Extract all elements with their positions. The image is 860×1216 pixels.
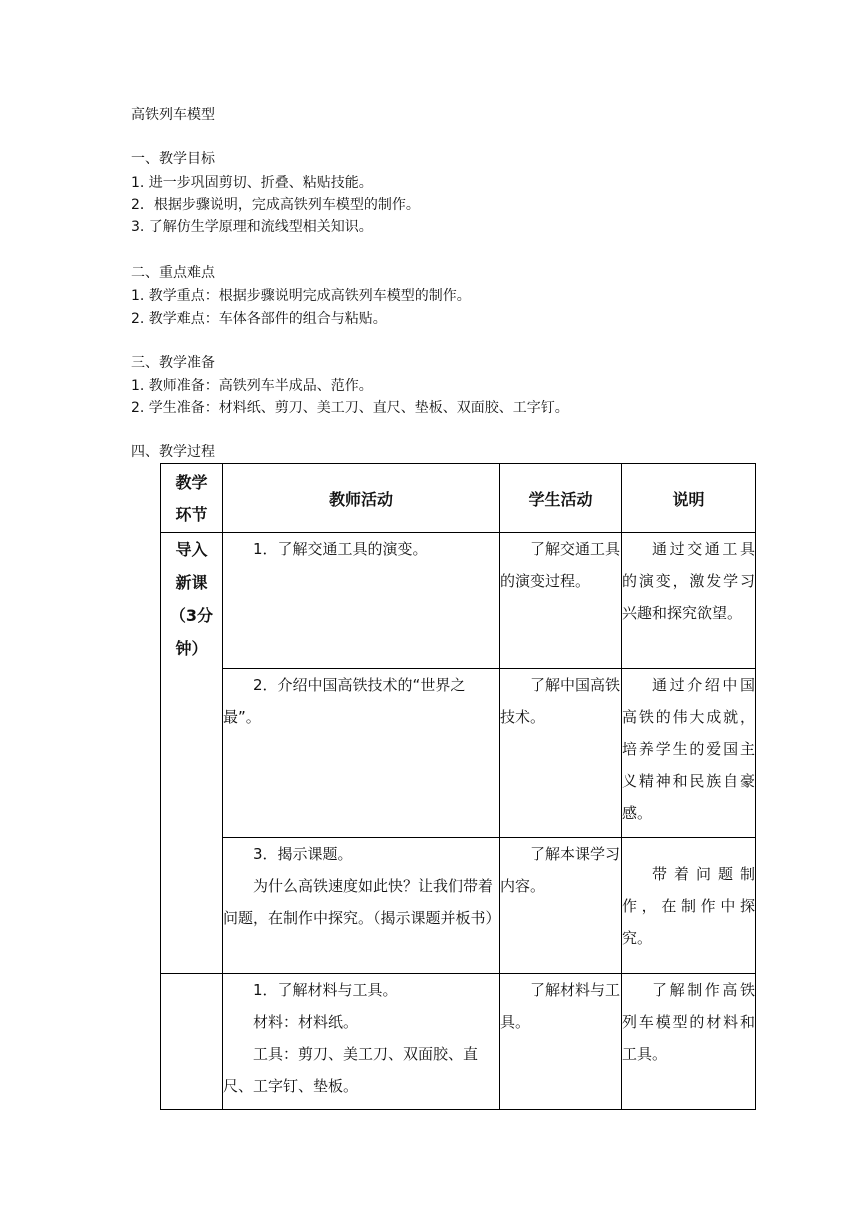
list-item: 2. 教学难点：车体各部件的组合与粘贴。 — [131, 311, 387, 327]
note-cell — [622, 669, 756, 838]
list-item: 2．根据步骤说明，完成高铁列车模型的制作。 — [131, 197, 420, 213]
teacher-activity-text: 2．介绍中国高铁技术的“世界之最”。 — [223, 676, 466, 726]
teacher-activity-cell — [223, 533, 500, 669]
note-cell — [622, 838, 756, 974]
list-item: 1. 教学重点：根据步骤说明完成高铁列车模型的制作。 — [131, 288, 471, 304]
teacher-activity-cell — [223, 838, 500, 974]
section-heading: 二、重点难点 — [131, 265, 215, 281]
stage-line: （3分 — [169, 606, 214, 625]
header-teacher: 教师活动 — [223, 464, 500, 533]
document-title: 高铁列车模型 — [131, 107, 215, 123]
teacher-activity-text: 为什么高铁速度如此快？让我们带着问题，在制作中探究。（揭示课题并板书） — [223, 877, 501, 927]
teacher-activity-cell — [223, 669, 500, 838]
note-cell — [622, 533, 756, 669]
student-activity-cell — [500, 838, 622, 974]
table-row — [161, 974, 756, 1110]
student-activity-text: 了解交通工具的演变过程。 — [500, 540, 621, 590]
table-row — [161, 669, 756, 838]
header-stage-line: 环节 — [175, 505, 208, 524]
stage-line: 导入 — [175, 540, 208, 559]
teacher-activity-text: 1．了解材料与工具。 — [253, 981, 398, 999]
student-activity-cell — [500, 669, 622, 838]
note-text: 了解制作高铁列车模型的材料和工具。 — [622, 981, 755, 1063]
student-activity-text: 了解材料与工具。 — [500, 981, 621, 1031]
section-heading: 三、教学准备 — [131, 355, 215, 371]
header-note: 说明 — [622, 464, 756, 533]
student-activity-text: 了解中国高铁技术。 — [500, 676, 621, 726]
lesson-process-table — [160, 463, 756, 1110]
section-heading: 四、教学过程 — [131, 444, 215, 460]
table-header-row — [161, 464, 756, 533]
stage-line: 钟） — [175, 639, 208, 658]
teacher-activity-text: 1．了解交通工具的演变。 — [253, 540, 428, 558]
table-row — [161, 838, 756, 974]
student-activity-text: 了解本课学习内容。 — [500, 845, 621, 895]
list-item: 2. 学生准备：材料纸、剪刀、美工刀、直尺、垫板、双面胶、工字钉。 — [131, 400, 569, 416]
teacher-activity-text: 3．揭示课题。 — [253, 845, 353, 863]
note-cell — [622, 974, 756, 1110]
teacher-activity-text: 工具：剪刀、美工刀、双面胶、直尺、工字钉、垫板。 — [223, 1045, 479, 1095]
note-text: 带着问题制作，在制作中探究。 — [622, 864, 755, 947]
header-stage-line: 教学 — [175, 473, 208, 492]
student-activity-cell — [500, 974, 622, 1110]
table-row — [161, 533, 756, 669]
student-activity-cell — [500, 533, 622, 669]
stage-cell — [161, 533, 223, 974]
stage-cell — [161, 974, 223, 1110]
stage-line: 新课 — [175, 573, 208, 592]
header-student: 学生活动 — [500, 464, 622, 533]
teacher-activity-cell — [223, 974, 500, 1110]
list-item: 1. 教师准备：高铁列车半成品、范作。 — [131, 378, 373, 394]
header-stage — [161, 464, 223, 533]
teacher-activity-text: 材料：材料纸。 — [253, 1013, 359, 1031]
note-text: 通过交通工具的演变，激发学习兴趣和探究欲望。 — [622, 540, 755, 622]
list-item: 1. 进一步巩固剪切、折叠、粘贴技能。 — [131, 175, 373, 191]
note-text: 通过介绍中国高铁的伟大成就，培养学生的爱国主义精神和民族自豪感。 — [622, 676, 755, 822]
section-heading: 一、教学目标 — [131, 151, 215, 167]
list-item: 3. 了解仿生学原理和流线型相关知识。 — [131, 219, 373, 235]
